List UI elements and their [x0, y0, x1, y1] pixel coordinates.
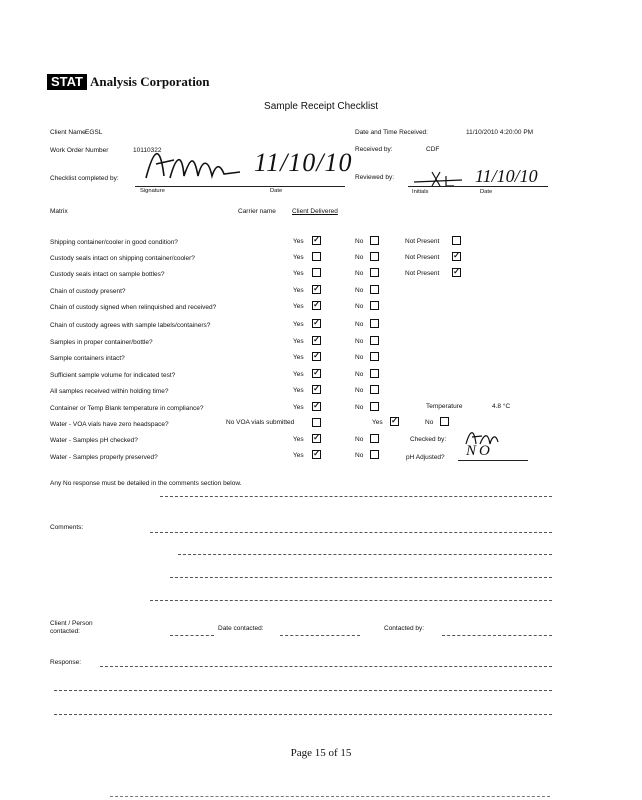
checklist-question: Chain of custody agrees with sample labels/containers? — [50, 322, 211, 329]
preserved-yes-label: Yes — [293, 452, 304, 459]
client-name-label: Client Name — [50, 129, 86, 136]
contacted-by-label: Contacted by: — [384, 625, 425, 632]
any-no-note: Any No response must be detailed in the comments section below. — [50, 480, 242, 487]
checklist-not-present-checkbox[interactable] — [452, 236, 461, 245]
preserved-no-label: No — [355, 452, 364, 459]
no-voa-checkbox[interactable] — [312, 418, 321, 427]
page-title: Sample Receipt Checklist — [264, 101, 378, 112]
received-by-value: CDF — [426, 146, 440, 153]
comment-line-1 — [150, 532, 552, 533]
reviewed-by-label: Reviewed by: — [355, 174, 395, 181]
checklist-no-label: No — [355, 354, 364, 361]
checklist-question: Shipping container/cooler in good condition? — [50, 239, 178, 246]
date-contacted-label: Date contacted: — [218, 625, 264, 632]
signature-caption: Signature — [140, 188, 165, 194]
client-person-line — [170, 635, 214, 636]
checklist-no-checkbox[interactable] — [370, 336, 379, 345]
checklist-yes-label: Yes — [293, 287, 304, 294]
stat-logo-box: STAT — [47, 74, 87, 90]
work-order-label: Work Order Number — [50, 147, 109, 154]
bottom-scan-line — [110, 796, 550, 797]
ph-checked-question: Water - Samples pH checked? — [50, 437, 138, 444]
checklist-not-present-label: Not Present — [405, 254, 440, 261]
checklist-no-checkbox[interactable] — [370, 402, 379, 411]
checklist-no-label: No — [355, 287, 364, 294]
ph-adjusted-label: pH Adjusted? — [406, 454, 445, 461]
checklist-no-checkbox[interactable] — [370, 385, 379, 394]
checklist-yes-label: Yes — [293, 270, 304, 277]
voa-yes-label: Yes — [372, 419, 383, 426]
response-line-2 — [54, 690, 552, 691]
preserved-question: Water - Samples properly preserved? — [50, 454, 158, 461]
checklist-yes-checkbox[interactable]: ✓ — [313, 235, 320, 244]
checklist-question: Custody seals intact on shipping container/cooler? — [50, 255, 195, 262]
ph-adjusted-handwritten: NO — [466, 443, 493, 459]
client-person-label-2: contacted: — [50, 628, 80, 635]
response-line-1 — [100, 666, 552, 667]
voa-no-checkbox[interactable] — [440, 417, 449, 426]
checklist-question: Chain of custody present? — [50, 288, 126, 295]
checked-by-label: Checked by: — [410, 436, 447, 443]
checklist-no-label: No — [355, 303, 364, 310]
ph-checked-no-label: No — [355, 436, 364, 443]
checklist-question: Sufficient sample volume for indicated test? — [50, 372, 176, 379]
checklist-question: Chain of custody signed when relinquished and received? — [50, 304, 217, 311]
ph-checked-yes-checkbox[interactable]: ✓ — [313, 433, 320, 442]
date-time-value: 11/10/2010 4:20:00 PM — [466, 129, 534, 136]
comments-label: Comments: — [50, 524, 84, 531]
checklist-question: Samples in proper container/bottle? — [50, 339, 153, 346]
ph-adjusted-line — [458, 460, 528, 461]
date-contacted-line — [280, 635, 360, 636]
checklist-no-label: No — [355, 254, 364, 261]
work-order-value: 10110322 — [133, 147, 162, 154]
date-time-label: Date and Time Received: — [355, 129, 428, 136]
response-label: Response: — [50, 659, 82, 666]
initials-caption: Initials — [412, 189, 429, 195]
checklist-question: Sample containers intact? — [50, 355, 125, 362]
checklist-yes-checkbox[interactable]: ✓ — [313, 384, 320, 393]
carrier-label: Carrier name — [238, 208, 276, 215]
checklist-yes-label: Yes — [293, 387, 304, 394]
checklist-yes-checkbox[interactable]: ✓ — [313, 284, 320, 293]
checklist-yes-checkbox[interactable]: ✓ — [313, 300, 320, 309]
checklist-yes-checkbox[interactable]: ✓ — [313, 318, 320, 327]
checklist-question: Custody seals intact on sample bottles? — [50, 271, 165, 278]
checklist-yes-label: Yes — [293, 254, 304, 261]
checklist-no-checkbox[interactable] — [370, 301, 379, 310]
checklist-no-checkbox[interactable] — [370, 352, 379, 361]
checklist-no-label: No — [355, 338, 364, 345]
completed-by-line — [135, 186, 345, 187]
client-person-label-1: Client / Person — [50, 620, 93, 627]
checklist-yes-label: Yes — [293, 303, 304, 310]
completed-by-label: Checklist completed by: — [50, 175, 119, 182]
checklist-yes-checkbox[interactable]: ✓ — [313, 335, 320, 344]
checklist-no-label: No — [355, 321, 364, 328]
no-voa-label: No VOA vials submitted — [226, 419, 295, 426]
checklist-not-present-label: Not Present — [405, 238, 440, 245]
checklist-yes-label: Yes — [293, 238, 304, 245]
checklist-yes-label: Yes — [293, 321, 304, 328]
matrix-label: Matrix — [50, 208, 68, 215]
voa-no-label: No — [425, 419, 434, 426]
comment-line-4 — [150, 600, 552, 601]
checklist-not-present-label: Not Present — [405, 270, 440, 277]
checklist-no-checkbox[interactable] — [370, 369, 379, 378]
page-number: Page 15 of 15 — [290, 747, 352, 759]
checklist-not-present-checkbox[interactable]: ✓ — [453, 267, 460, 276]
detail-line — [160, 496, 552, 497]
checklist-yes-label: Yes — [293, 404, 304, 411]
checklist-no-checkbox[interactable] — [370, 252, 379, 261]
company-name: Analysis Corporation — [90, 74, 210, 89]
reviewed-date-caption: Date — [480, 189, 493, 195]
completed-date-handwritten: 11/10/10 — [254, 148, 353, 177]
checklist-yes-checkbox[interactable]: ✓ — [313, 368, 320, 377]
checklist-yes-checkbox[interactable]: ✓ — [313, 401, 320, 410]
carrier-value: Client Delivered — [292, 208, 338, 215]
received-by-label: Received by: — [355, 146, 393, 153]
checklist-yes-label: Yes — [293, 354, 304, 361]
checklist-no-label: No — [355, 270, 364, 277]
checklist-no-checkbox[interactable] — [370, 285, 379, 294]
checklist-yes-label: Yes — [293, 338, 304, 345]
comment-line-2 — [178, 554, 552, 555]
checklist-not-present-checkbox[interactable]: ✓ — [453, 251, 460, 260]
checklist-no-checkbox[interactable] — [370, 319, 379, 328]
voa-question: Water - VOA vials have zero headspace? — [50, 421, 169, 428]
voa-yes-checkbox[interactable]: ✓ — [391, 416, 398, 425]
temperature-value: 4.8 °C — [492, 403, 511, 410]
client-name-value: EGSL — [85, 129, 103, 136]
checklist-yes-checkbox[interactable] — [312, 268, 321, 277]
temperature-label: Temperature — [426, 403, 463, 410]
ph-checked-no-checkbox[interactable] — [370, 434, 379, 443]
checklist-question: All samples received within holding time? — [50, 388, 169, 395]
checklist-no-label: No — [355, 371, 364, 378]
preserved-no-checkbox[interactable] — [370, 450, 379, 459]
checklist-yes-checkbox[interactable] — [312, 252, 321, 261]
checklist-yes-checkbox[interactable]: ✓ — [313, 351, 320, 360]
checklist-no-checkbox[interactable] — [370, 268, 379, 277]
completed-date-caption: Date — [270, 188, 283, 194]
response-line-3 — [54, 714, 552, 715]
checklist-no-checkbox[interactable] — [370, 236, 379, 245]
contacted-by-line — [442, 635, 552, 636]
preserved-yes-checkbox[interactable]: ✓ — [313, 449, 320, 458]
checklist-question: Container or Temp Blank temperature in compliance? — [50, 405, 204, 412]
reviewed-date-handwritten: 11/10/10 — [475, 166, 538, 186]
checklist-no-label: No — [355, 238, 364, 245]
comment-line-3 — [170, 577, 552, 578]
ph-checked-yes-label: Yes — [293, 436, 304, 443]
checklist-no-label: No — [355, 387, 364, 394]
checklist-yes-label: Yes — [293, 371, 304, 378]
checklist-no-label: No — [355, 404, 364, 411]
